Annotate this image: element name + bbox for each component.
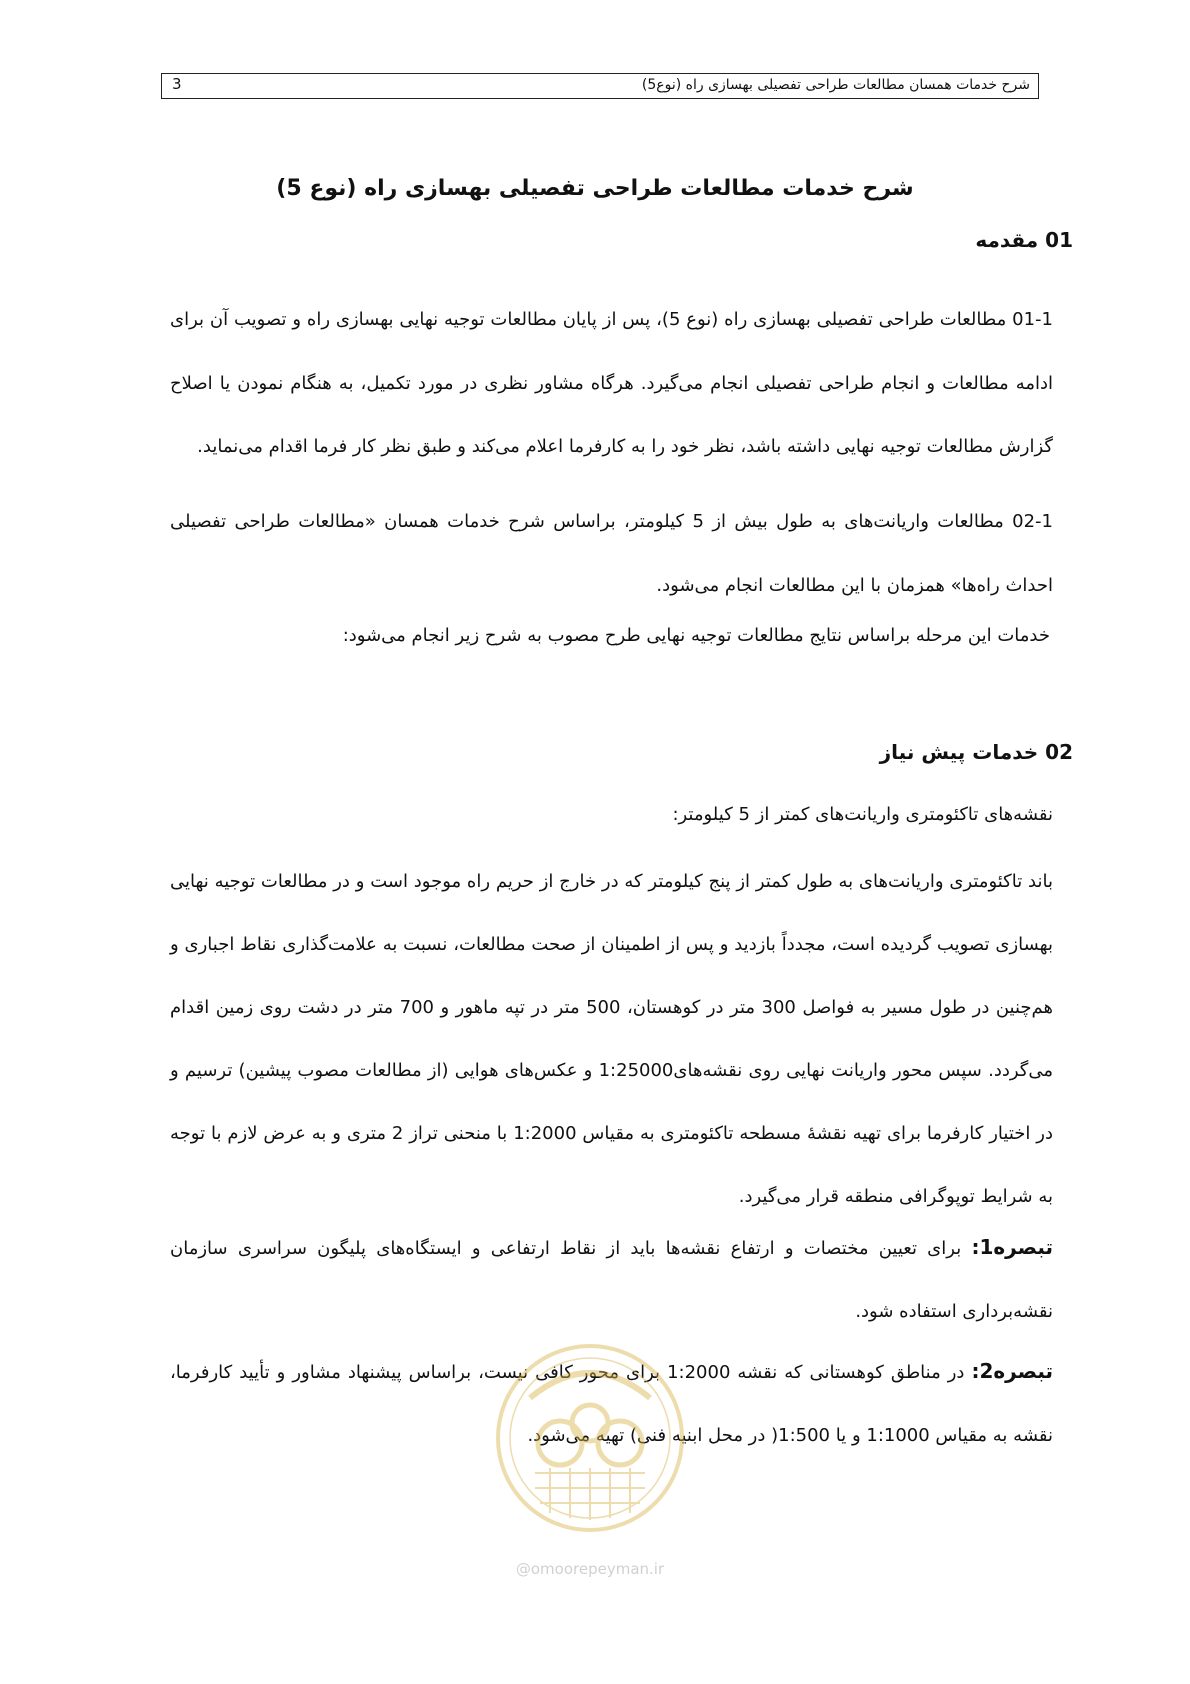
note-1-text: برای تعیین مختصات و ارتفاع نقشه‌ها باید از نقاط ارتفاعی و ایستگاه‌های پلیگون سراسری سازمان نقشه‌برداری استفاده شود.	[170, 1238, 1053, 1322]
running-title: شرح خدمات همسان مطالعات طراحی تفصیلی بهسازی راه (نوع5)	[641, 77, 1030, 93]
watermark-site: @omoorepeyman.ir	[515, 1560, 665, 1578]
watermark-emblem-icon	[490, 1328, 690, 1558]
note-2-text: در مناطق کوهستانی که نقشه 1:2000 برای محور کافی نیست، براساس پیشنهاد مشاور و تأیید کارفرما، نقشه به مقیاس 1:1000 و یا 1:500( در محل ابنیه فنی) تهیه می‌شود.	[170, 1362, 1053, 1446]
watermark-logo	[490, 1328, 690, 1578]
section-heading-introduction: 01 مقدمه	[975, 228, 1073, 252]
note-2-label: تبصره2:	[971, 1359, 1054, 1383]
page-header	[161, 73, 1039, 99]
subheading-tacheometry-maps: نقشه‌های تاکئومتری واریانت‌های کمتر از 5 کیلومتر:	[672, 804, 1053, 825]
document-title: شرح خدمات مطالعات طراحی تفصیلی بهسازی راه (نوع 5)	[276, 176, 914, 201]
note-1-label: تبصره1:	[971, 1235, 1053, 1259]
paragraph-1-2: 02-1 مطالعات واریانت‌های به طول بیش از 5 کیلومتر، براساس شرح خدمات همسان «مطالعات طراحی تفصیلی احداث راه‌ها» همزمان با این مطالعات انجام می‌شود.	[170, 511, 1053, 596]
page-number: 3	[172, 75, 182, 93]
paragraph-services-intro: خدمات این مرحله براساس نتایج مطالعات توجیه نهایی طرح مصوب به شرح زیر انجام می‌شود:	[342, 625, 1050, 646]
section-heading-prerequisites: 02 خدمات پیش نیاز	[879, 740, 1073, 764]
paragraph-tacheometry: باند تاکئومتری واریانت‌های به طول کمتر از پنج کیلومتر که در خارج از حریم راه موجود است و در مطالعات توجیه نهایی بهسازی تصویب گردیده است، مجدداً بازدید و پس از اطمینان از صحت مطالعات، نسبت به علامت‌گذاری نقاط اجباری و هم‌چنین در طول مسیر به فواصل 300 متر در کوهستان، 500 متر در تپه ماهور و 700 متر در دشت روی زمین اقدام می‌گردد. سپس محور واریانت نهایی روی نقشه‌های1:25000 و عکس‌های هوایی (از مطالعات مصوب پیشین) ترسیم و در اختیار کارفرما برای تهیه نقشهٔ مسطحه تاکئومتری به مقیاس 1:2000 با منحنی تراز 2 متری و به عرض لازم با توجه به شرایط توپوگرافی منطقه قرار می‌گیرد.	[170, 871, 1054, 1207]
paragraph-1-1: 01-1 مطالعات طراحی تفصیلی بهسازی راه (نوع 5)، پس از پایان مطالعات توجیه نهایی بهسازی راه و تصویب آن برای ادامه مطالعات و انجام طراحی تفصیلی انجام می‌گیرد. هرگاه مشاور نظری در مورد تکمیل، به هنگام نمودن یا اصلاح گزارش مطالعات توجیه نهایی داشته باشد، نظر خود را به کارفرما اعلام می‌کند و طبق نظر کار فرما اقدام می‌نماید.	[170, 309, 1054, 457]
note-1	[170, 1216, 1053, 1343]
